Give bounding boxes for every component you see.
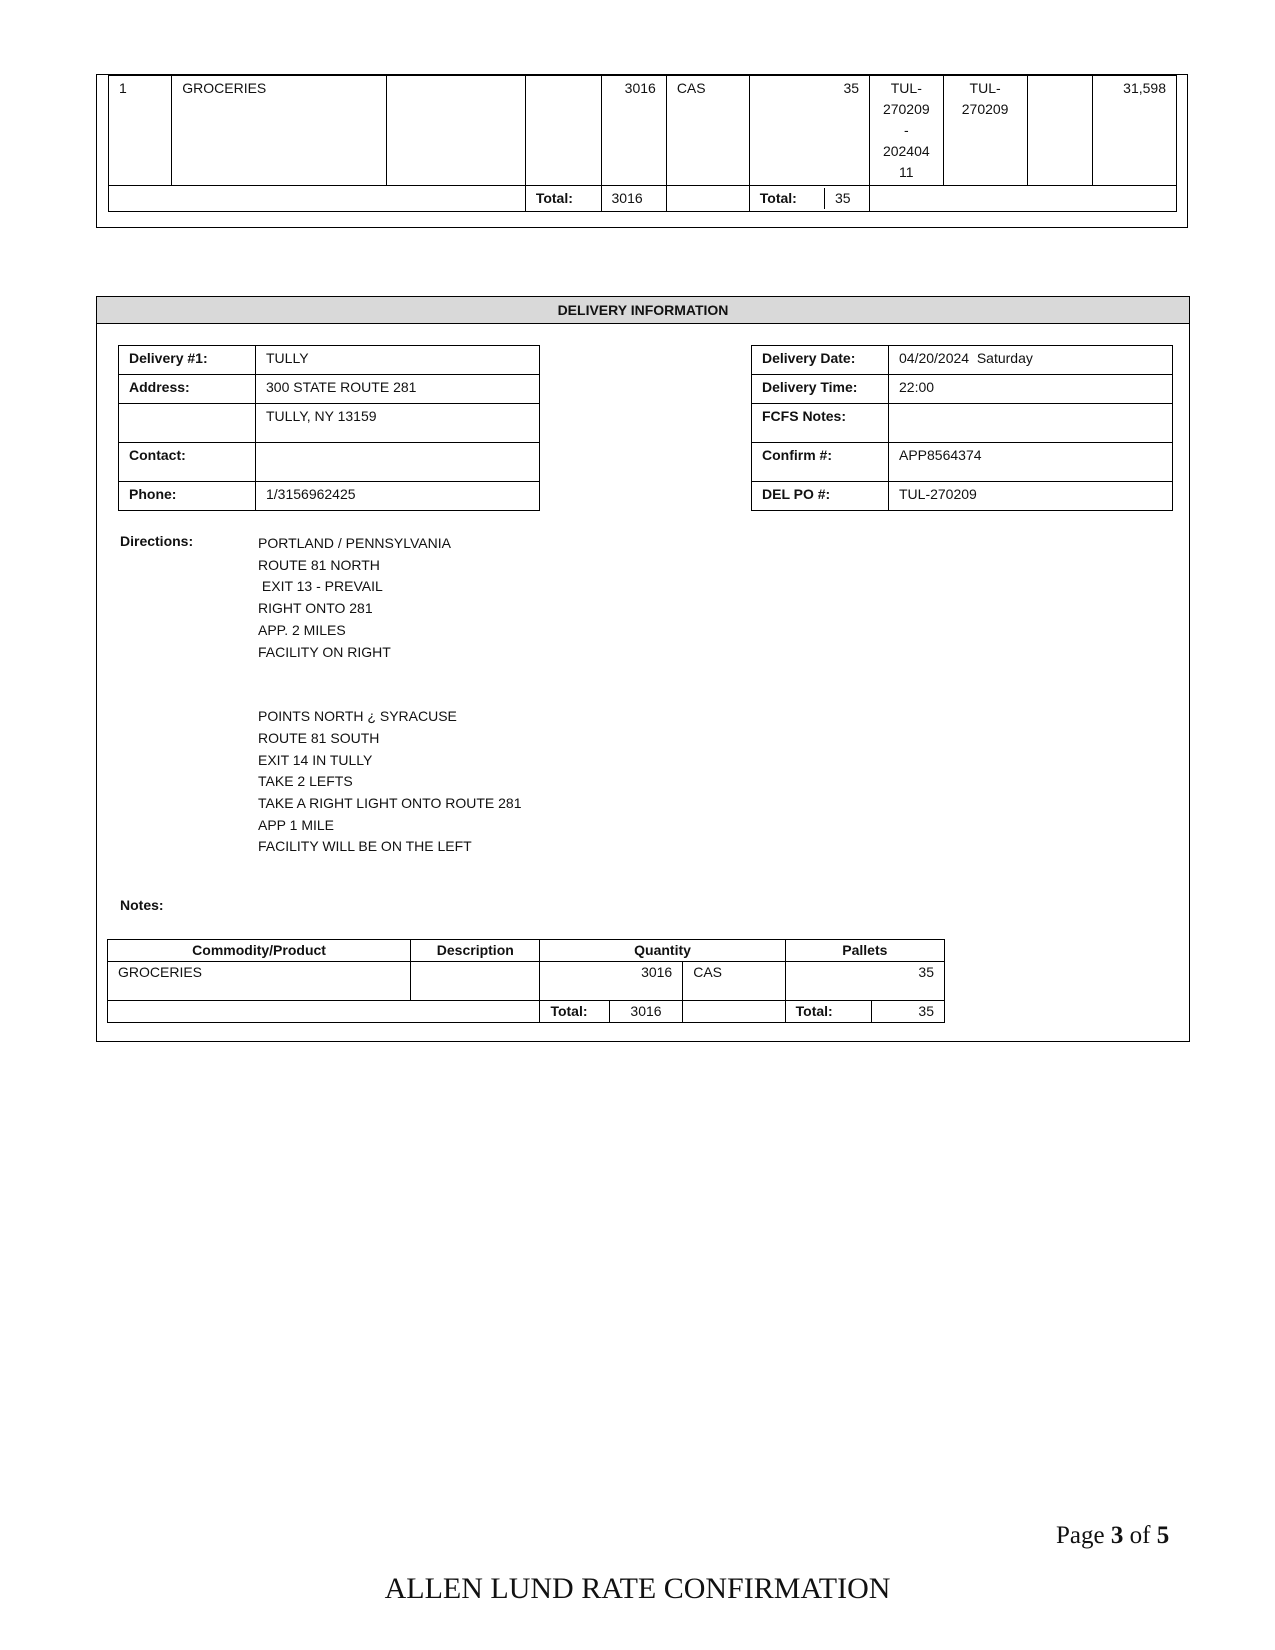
po-number-cell [870, 76, 944, 186]
fcfs-notes-label: FCFS Notes: [752, 404, 889, 443]
phone-value: 1/3156962425 [256, 482, 540, 511]
table-row [752, 346, 1173, 375]
ref-line: TUL- [969, 80, 1001, 96]
pallets-total-label: Total: [785, 1001, 871, 1023]
commodity-cell: GROCERIES [172, 76, 387, 186]
address-line2: TULLY, NY 13159 [256, 404, 540, 443]
direction-line: TAKE 2 LEFTS [258, 773, 353, 790]
table-row [752, 482, 1173, 511]
table-header-row [108, 940, 945, 962]
pallets-cell: 35 [749, 76, 869, 186]
table-row [119, 482, 540, 511]
direction-line: EXIT 13 - PREVAIL [258, 578, 383, 595]
table-row [109, 76, 1177, 186]
direction-line: APP. 2 MILES [258, 621, 346, 638]
quantity-cell: 3016 [601, 76, 666, 186]
commodity-table [107, 939, 945, 1023]
unit-cell: CAS [683, 962, 785, 1001]
delivery-schedule-table [751, 345, 1173, 511]
pallets-total-value: 35 [824, 188, 869, 209]
po-line: TUL- [890, 80, 922, 96]
qty-total-label: Total: [540, 1001, 609, 1023]
ref-cell [943, 76, 1027, 186]
table-row [119, 443, 540, 482]
extra-cell [525, 76, 601, 186]
notes-label: Notes: [120, 897, 164, 913]
qty-total-label: Total: [525, 186, 601, 212]
phone-label: Phone: [119, 482, 256, 511]
direction-line: FACILITY WILL BE ON THE LEFT [258, 838, 472, 855]
directions-label: Directions: [120, 533, 194, 549]
direction-line: TAKE A RIGHT LIGHT ONTO ROUTE 281 [258, 795, 522, 812]
direction-line: APP 1 MILE [258, 816, 335, 833]
fcfs-notes-value [889, 404, 1173, 443]
description-cell [386, 76, 525, 186]
pallets-total-label: Total: 35 [749, 186, 869, 212]
pallets-cell: 35 [785, 962, 944, 1001]
direction-line: FACILITY ON RIGHT [258, 643, 391, 660]
delivery-value: TULLY [256, 346, 540, 375]
description-header: Description [411, 940, 540, 962]
document-title: ALLEN LUND RATE CONFIRMATION [384, 1572, 891, 1605]
item-table [108, 75, 1177, 212]
qty-total-value: 3016 [601, 186, 666, 212]
table-row [119, 375, 540, 404]
totals-row [109, 186, 1177, 212]
pallets-header: Pallets [785, 940, 944, 962]
current-page: 3 [1110, 1522, 1124, 1549]
unit-cell: CAS [666, 76, 749, 186]
line-number-cell: 1 [109, 76, 172, 186]
del-po-value: TUL-270209 [889, 482, 1173, 511]
table-row [119, 404, 540, 443]
table-row [752, 375, 1173, 404]
delivery-date-value: 04/20/2024 Saturday [889, 346, 1173, 375]
address-line1: 300 STATE ROUTE 281 [256, 375, 540, 404]
direction-line: RIGHT ONTO 281 [258, 600, 373, 617]
table-row [119, 346, 540, 375]
delivery-time-label: Delivery Time: [752, 375, 889, 404]
address-label: Address: [119, 375, 256, 404]
delivery-time-value: 22:00 [889, 375, 1173, 404]
contact-value [256, 443, 540, 482]
section-title: DELIVERY INFORMATION [97, 297, 1189, 324]
directions-text [258, 533, 521, 858]
direction-line: ROUTE 81 SOUTH [258, 729, 380, 746]
weight-cell: 31,598 [1092, 76, 1176, 186]
po-line: 202404 [882, 143, 930, 159]
del-po-label: DEL PO #: [752, 482, 889, 511]
direction-line: EXIT 14 IN TULLY [258, 751, 373, 768]
pallets-total-value: 35 [871, 1001, 945, 1023]
totals-row [108, 1001, 945, 1023]
delivery-date-label: Delivery Date: [752, 346, 889, 375]
qty-total-value: 3016 [609, 1001, 682, 1023]
delivery-label: Delivery #1: [119, 346, 256, 375]
ref-line: 270209 [961, 101, 1009, 117]
total-pages: 5 [1156, 1522, 1170, 1549]
po-line: 270209 [882, 101, 930, 117]
commodity-cell: GROCERIES [108, 962, 411, 1001]
contact-label: Contact: [119, 443, 256, 482]
delivery-section [96, 296, 1190, 1042]
quantity-header: Quantity [540, 940, 785, 962]
po-line: - [903, 122, 909, 138]
table-row [108, 962, 945, 1001]
direction-line: ROUTE 81 NORTH [258, 556, 380, 573]
direction-line: PORTLAND / PENNSYLVANIA [258, 535, 451, 551]
confirm-value: APP8564374 [889, 443, 1173, 482]
delivery-address-table [118, 345, 540, 511]
commodity-header: Commodity/Product [108, 940, 411, 962]
description-cell [411, 962, 540, 1001]
confirm-label: Confirm #: [752, 443, 889, 482]
po-line: 11 [899, 164, 914, 180]
page-number: Page 3 of 5 [1056, 1522, 1170, 1549]
table-row [752, 443, 1173, 482]
quantity-cell: 3016 [540, 962, 683, 1001]
table-row [752, 404, 1173, 443]
blank-cell [1027, 76, 1092, 186]
direction-line: POINTS NORTH ¿ SYRACUSE [258, 708, 457, 725]
